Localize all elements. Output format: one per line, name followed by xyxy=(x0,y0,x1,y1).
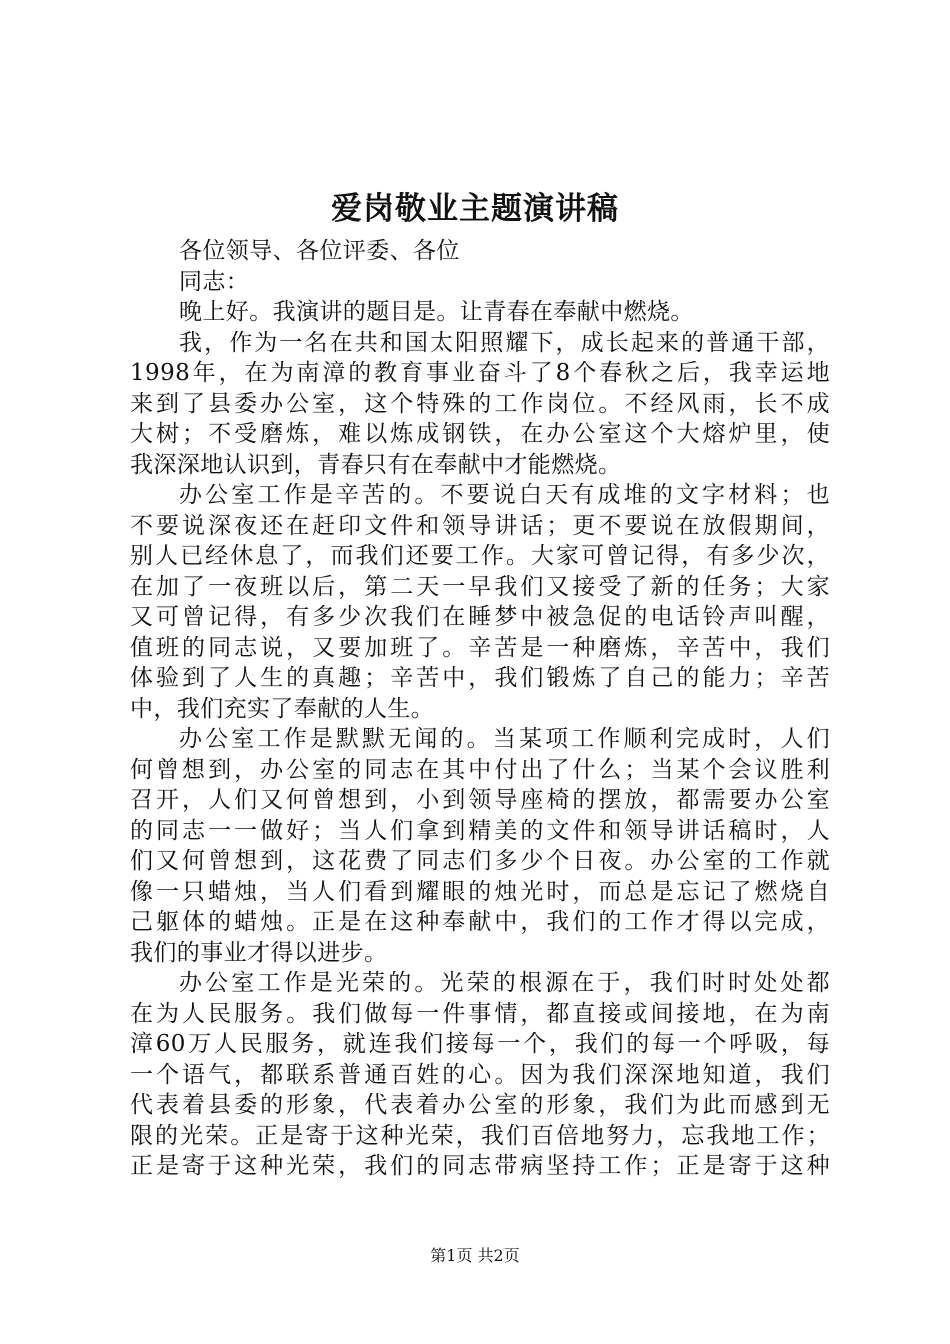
text-line: 中，我们充实了奉献的人生。 xyxy=(130,695,435,722)
text-line: 一个语气，都联系普通百姓的心。因为我们深深地知道，我们 xyxy=(130,1061,830,1088)
document-title: 爱岗敬业主题演讲稿 xyxy=(331,191,619,227)
text-line: 大树；不受磨炼，难以炼成钢铁，在办公室这个大熔炉里，使 xyxy=(130,421,830,447)
text-line: 像一只蜡烛，当人们看到耀眼的烛光时，而总是忘记了燃烧自 xyxy=(130,878,830,905)
text-line: 我们的事业才得以进步。 xyxy=(130,939,388,966)
text-line: 己躯体的蜡烛。正是在这种奉献中，我们的工作才得以完成， xyxy=(130,909,830,935)
text-line: 在为人民服务。我们做每一件事情，都直接或间接地，在为南 xyxy=(130,1000,830,1027)
text-line: 别人已经休息了，而我们还要工作。大家可曾记得，有多少次， xyxy=(130,543,830,569)
text-line: 办公室工作是默默无闻的。当某项工作顺利完成时，人们 xyxy=(179,726,830,752)
text-line: 办公室工作是辛苦的。不要说白天有成堆的文字材料；也 xyxy=(179,482,830,508)
text-line: 不要说深夜还在赶印文件和领导讲话；更不要说在放假期间， xyxy=(130,512,830,539)
text-line: 办公室工作是光荣的。光荣的根源在于，我们时时处处都 xyxy=(179,970,830,996)
text-line: 漳60万人民服务，就连我们接每一个，我们的每一个呼吸，每 xyxy=(130,1031,830,1057)
text-line: 各位领导、各位评委、各位 xyxy=(179,238,460,264)
document-body xyxy=(130,236,830,1182)
text-line: 代表着县委的形象，代表着办公室的形象，我们为此而感到无 xyxy=(130,1092,830,1118)
text-line: 1998年，在为南漳的教育事业奋斗了8个春秋之后，我幸运地 xyxy=(130,360,830,386)
text-line: 召开，人们又何曾想到，小到领导座椅的摆放，都需要办公室 xyxy=(130,787,830,813)
text-line: 同志： xyxy=(179,268,250,295)
text-line: 在加了一夜班以后，第二天一早我们又接受了新的任务；大家 xyxy=(130,573,830,600)
text-line: 何曾想到，办公室的同志在其中付出了什么；当某个会议胜利 xyxy=(130,756,830,783)
text-line: 们又何曾想到，这花费了同志们多少个日夜。办公室的工作就 xyxy=(130,848,830,874)
text-line: 限的光荣。正是寄于这种光荣，我们百倍地努力，忘我地工作； xyxy=(130,1122,830,1149)
text-line: 晚上好。我演讲的题目是。让青春在奉献中燃烧。 xyxy=(179,299,694,325)
text-line: 值班的同志说，又要加班了。辛苦是一种磨炼，辛苦中，我们 xyxy=(130,634,830,661)
text-line: 的同志一一做好；当人们拿到精美的文件和领导讲话稿时，人 xyxy=(130,817,830,844)
text-line: 正是寄于这种光荣，我们的同志带病坚持工作；正是寄于这种 xyxy=(130,1153,830,1179)
text-line: 体验到了人生的真趣；辛苦中，我们锻炼了自己的能力；辛苦 xyxy=(130,665,830,691)
text-line: 我深深地认识到，青春只有在奉献中才能燃烧。 xyxy=(130,451,622,478)
text-line: 我，作为一名在共和国太阳照耀下，成长起来的普通干部， xyxy=(179,329,830,356)
text-line: 来到了县委办公室，这个特殊的工作岗位。不经风雨，长不成 xyxy=(130,390,830,417)
text-line: 又可曾记得，有多少次我们在睡梦中被急促的电话铃声叫醒， xyxy=(130,604,830,630)
page-footer: 第1页 共2页 xyxy=(430,1246,520,1265)
